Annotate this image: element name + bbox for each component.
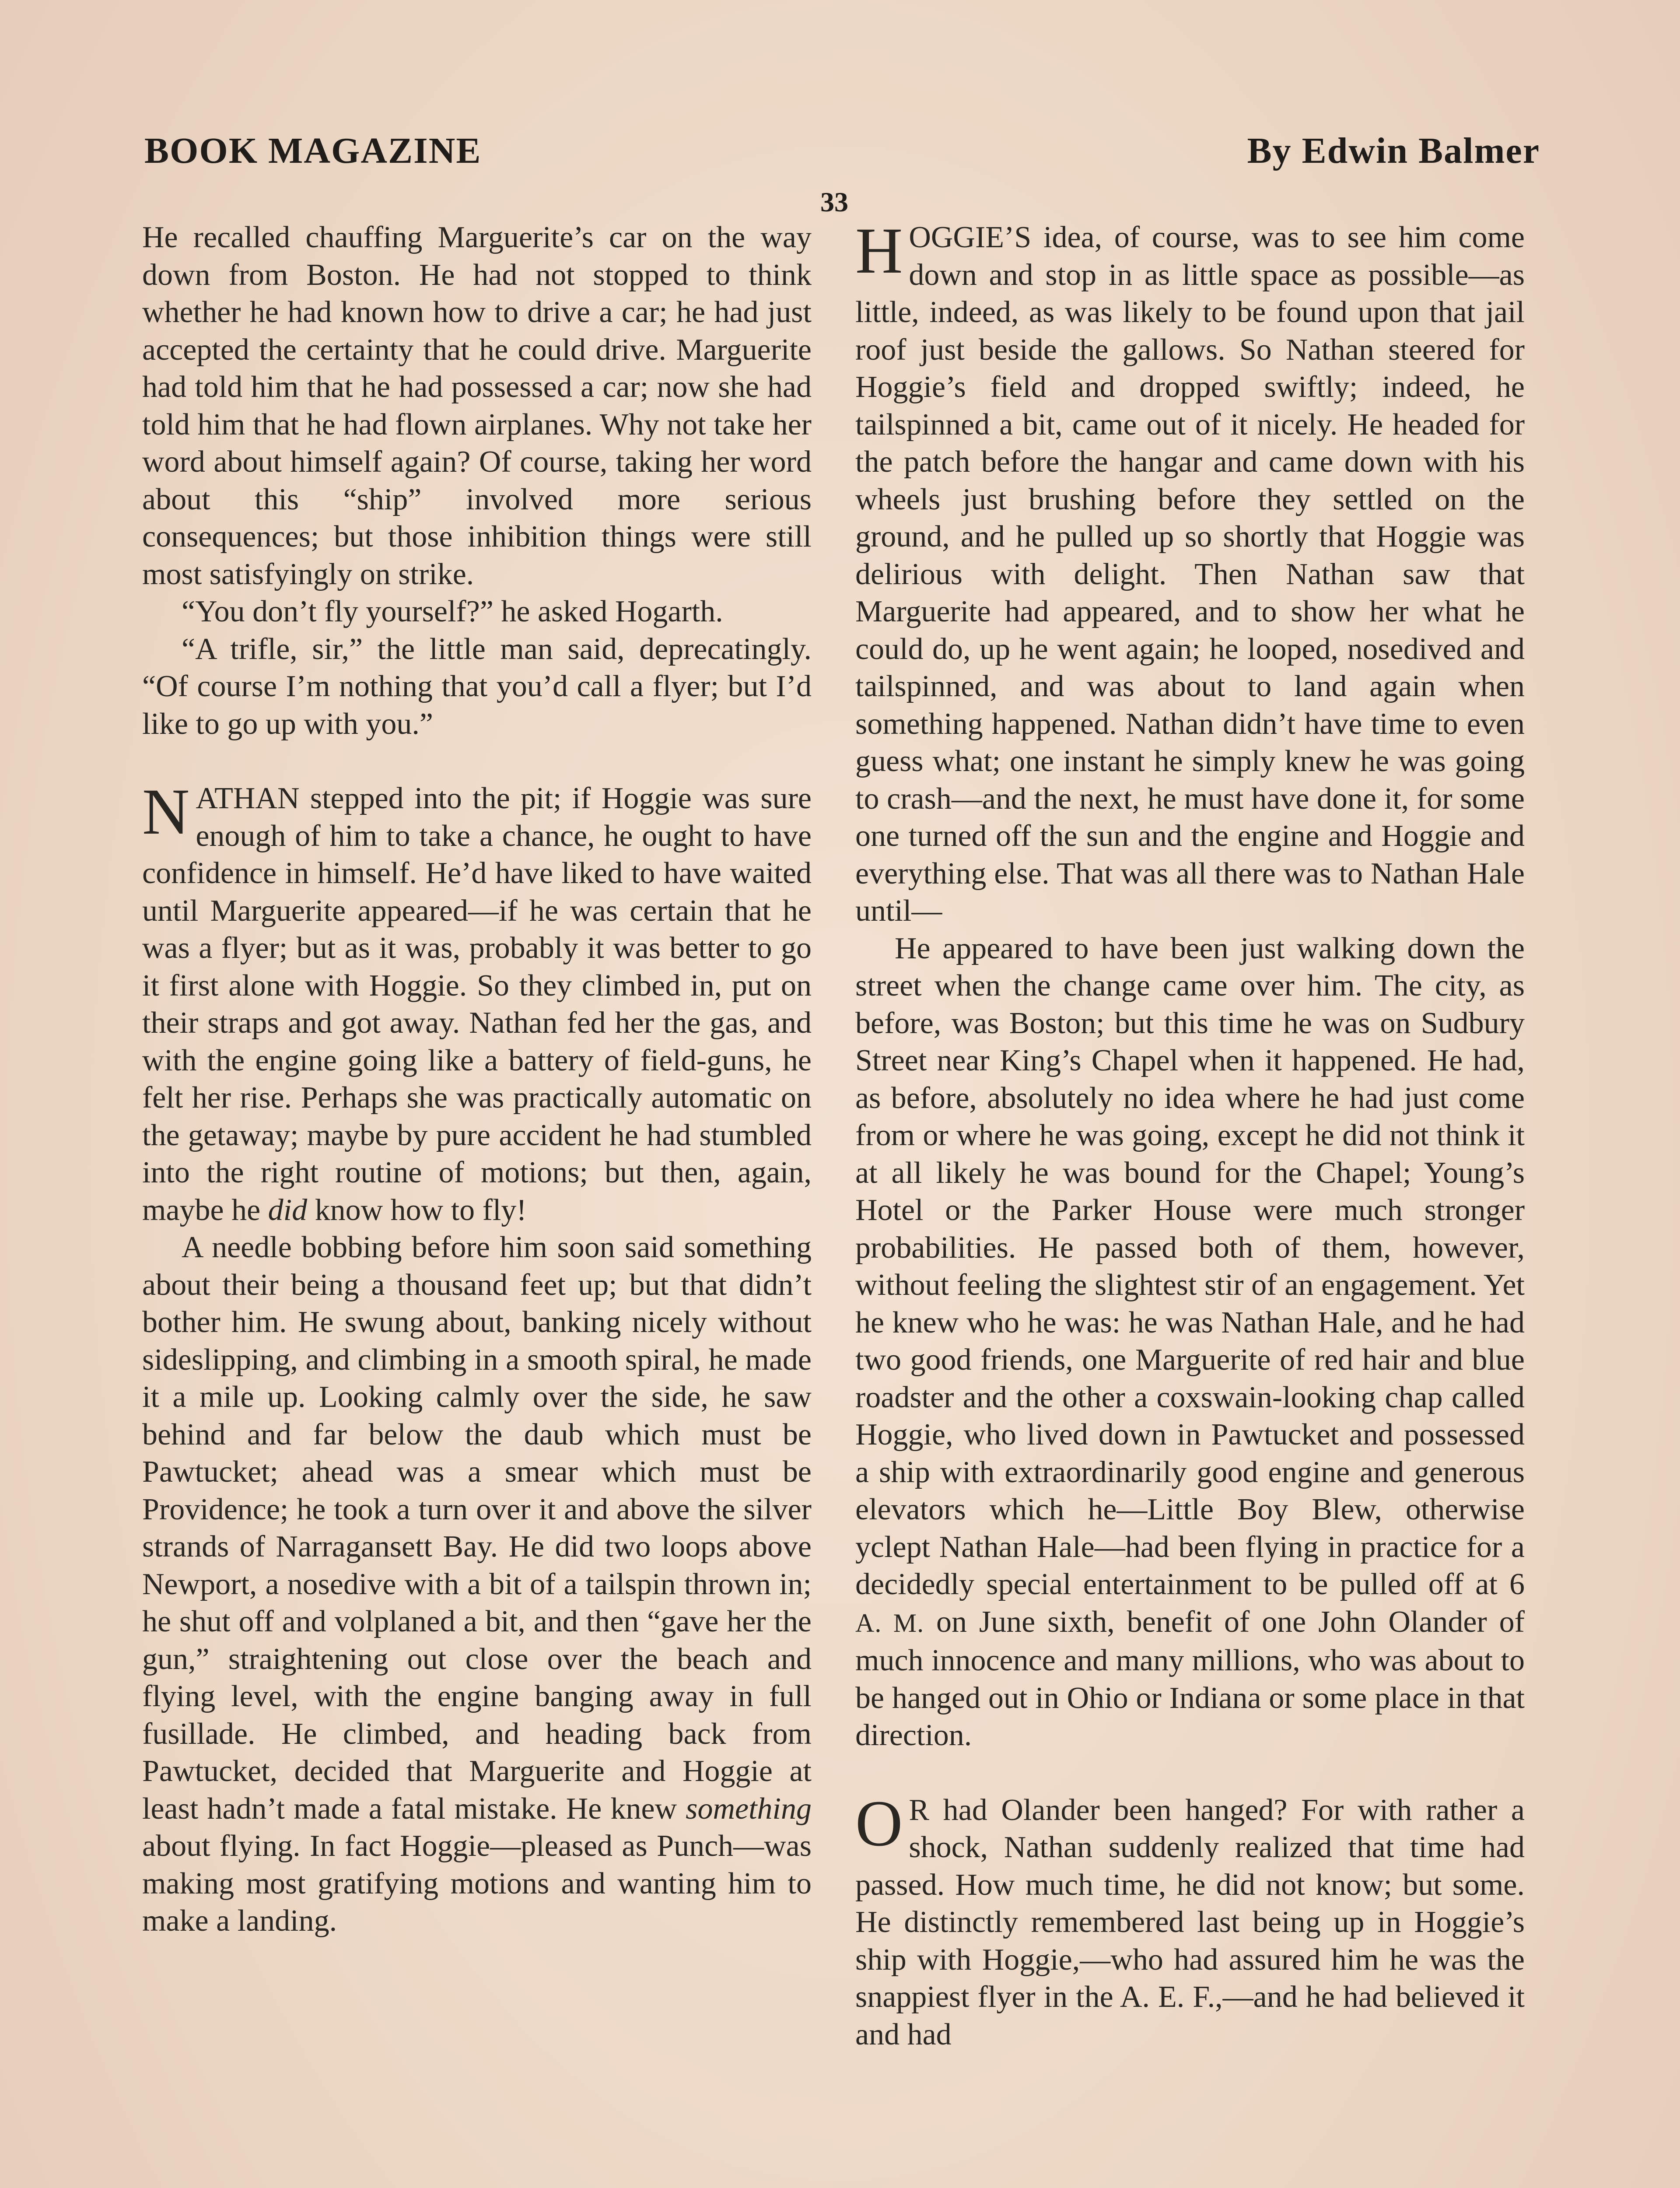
italic-word: did — [268, 1193, 308, 1227]
drop-cap: O — [855, 1787, 903, 1860]
paragraph-text: He appeared to have been just walking down the street when the change came over him. The city, as before, was Boston; but this time he was on Sudbury Street near King’s Chapel when it happened. He had, as before, absolutely no idea where he had just come from or where he was going, except he did not think it at all likely he was bound for the Chapel; Young’s Hotel or the Parker House were much stronger probabilities. He passed both of them, however, without feeling the slightest stir of an engagement. Yet he knew who he was: he was Nathan Hale, and he had two good friends, one Marguerite of red hair and blue roadster and the other a coxswain-looking chap called Hoggie, who lived down in Pawtucket and possessed a ship with extraordinarily good engine and generous elevators which he—Little Boy Blew, otherwise yclept Nathan Hale—had been flying in practice for a decidedly special entertainment to be pulled off at 6 — [855, 931, 1525, 1601]
author-byline: By Edwin Balmer — [1247, 130, 1540, 171]
paragraph-text: ATHAN stepped into the pit; if Hoggie was sure enough of him to take a chance, he ought to have confidence in himself. He’d have liked to have waited until Marguerite appeared—if he was certain that he was a flyer; but as it was, probably it was better to go it first alone with Hoggie. So they climbed in, put on their straps and got away. Nathan fed her the gas, and with the engine going like a battery of field-guns, he felt her rise. Perhaps she was practically automatic on the getaway; maybe by pure accident he had stumbled into the right routine of motions; but then, again, maybe he — [142, 782, 812, 1227]
paragraph-text: R had Olander been hanged? For with rather a shock, Nathan suddenly realized that time had passed. How much time, he did not know; but some. He distinctly remembered last being up in Hoggie’s ship with Hoggie,—who had assured him he was the snappiest flyer in the A. E. F.,—and he had believed it and had — [855, 1793, 1525, 2051]
paragraph-text: about flying. In fact Hoggie—pleased as Punch—was making most gratifying motions and wanting him to make a landing. — [142, 1829, 812, 1938]
paragraph — [855, 930, 1525, 1754]
page-number: 33 — [820, 186, 848, 217]
drop-cap: H — [855, 214, 903, 287]
paragraph: He recalled chauffing Marguerite’s car on the way down from Boston. He had not stopped to think whether he had known how to drive a car; he had just accepted the certainty that he could drive. Marguerite had told him that he had possessed a car; now she had told him that he had flown airplanes. Why not take her word about himself again? Of course, taking her word about this “ship” involved more serious consequences; but those inhibition things were still most satisfyingly on strike. — [142, 221, 812, 591]
paragraph: “You don’t fly yourself?” he asked Hogarth. — [182, 595, 723, 628]
paragraph-text: OGGIE’S idea, of course, was to see him come down and stop in as little space as possible—as little, indeed, as was likely to be found upon that jail roof just beside the gallows. So Nathan steered for Hoggie’s field and dropped swiftly; indeed, he tailspinned a bit, came out of it nicely. He headed for the patch before the hangar and came down with his wheels just brushing before they settled on the ground, and he pulled up so shortly that Hoggie was delirious with delight. Then Nathan saw that Marguerite had appeared, and to show her what he could do, up he went again; he looped, nosedived and tailspinned, and was about to land again when something happened. Nathan didn’t have time to even guess what; one instant he simply knew he was going to crash—and the next, he must have done it, for some one turned off the sun and the engine and Hoggie and everything else. That was all there was to Nathan Hale until— — [855, 221, 1525, 928]
left-column — [142, 219, 812, 1940]
paragraph: “A trifle, sir,” the little man said, deprecatingly. “Of course I’m nothing that you’d call a flyer; but I’d like to go up with you.” — [142, 632, 812, 741]
paragraph — [142, 1229, 812, 1940]
paragraph-text: on June sixth, benefit of one John Olander of much innocence and many millions, who was about to be hanged out in Ohio or Indiana or some place in that direction. — [855, 1605, 1525, 1752]
right-column — [855, 214, 1525, 2053]
drop-cap: N — [142, 775, 190, 848]
section-paragraph — [142, 775, 812, 1229]
section-paragraph — [855, 1787, 1525, 2054]
paragraph-text: know how to fly! — [315, 1193, 527, 1227]
magazine-title: BOOK MAGAZINE — [144, 130, 482, 171]
section-paragraph — [855, 214, 1525, 930]
paragraph-text: A needle bobbing before him soon said something about their being a thousand feet up; but that didn’t bother him. He swung about, banking nicely without sideslipping, and climbing in a smooth spiral, he made it a mile up. Looking calmly over the side, he saw behind and far below the daub which must be Pawtucket; ahead was a smear which must be Providence; he took a turn over it and above the silver strands of Narragansett Bay. He did two loops above Newport, a nosedive with a bit of a tailspin thrown in; he shut off and volplaned a bit, and then “gave her the gun,” straightening out close over the beach and flying level, with the engine banging away in full fusillade. He climbed, and heading back from Pawtucket, decided that Marguerite and Hoggie at least hadn’t made a fatal mistake. He knew — [142, 1231, 812, 1826]
italic-word: something — [686, 1792, 812, 1826]
smallcaps-text: A. M. — [855, 1608, 924, 1637]
